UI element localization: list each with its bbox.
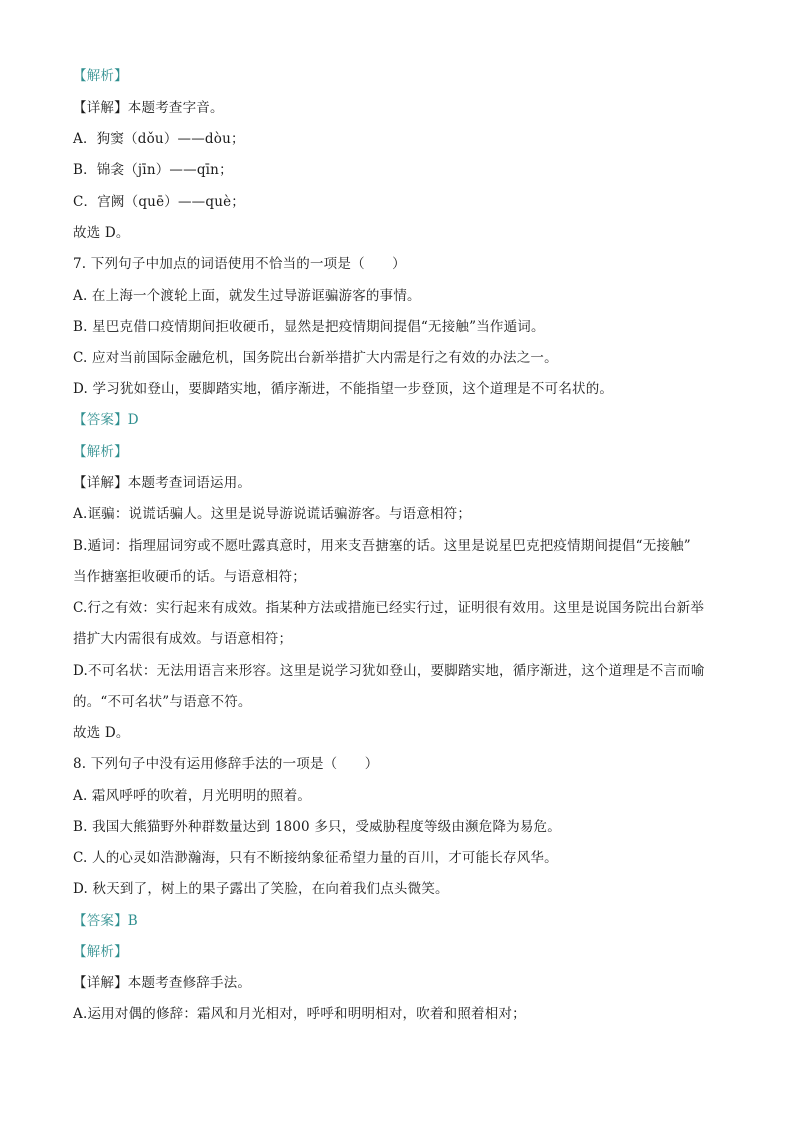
q7-option-d: D. 学习犹如登山，要脚踏实地，循序渐进，不能指望一步登顶，这个道理是不可名状的。 [73,381,614,397]
option-b: B．锦衾（jīn）——qīn； [73,162,233,178]
question-7: 7. 下列句子中加点的词语使用不恰当的一项是（ ） [73,256,406,272]
explanation-line: B.遁词：指理屈词穷或不愿吐露真意时，用来支吾搪塞的话。这里是说星巴克把疫情期间提倡“无接触” [73,538,691,554]
detail-line: 【详解】本题考查修辞手法。 [73,975,252,991]
q8-option-b: B. 我国大熊猫野外种群数量达到 1800 多只，受威胁程度等级由濒危降为易危。 [73,819,561,835]
answer-heading: 【答案】B [73,913,138,929]
q7-option-b: B. 星巴克借口疫情期间拒收硬币，显然是把疫情期间提倡“无接触”当作遁词。 [73,319,545,335]
answer-heading: 【答案】D [73,412,139,428]
detail-line: 【详解】本题考查词语运用。 [73,475,252,491]
explanation-line: D.不可名状：无法用语言来形容。这里是说学习犹如登山，要脚踏实地，循序渐进，这个道理是不言而喻 [73,663,705,679]
q8-option-d: D. 秋天到了，树上的果子露出了笑脸，在向着我们点头微笑。 [73,881,449,897]
analysis-heading: 【解析】 [73,68,128,84]
explanation-line: 的。“不可名状”与语意不符。 [73,694,252,710]
analysis-heading: 【解析】 [73,944,128,960]
explanation-line: 当作搪塞拒收硬币的话。与语意相符； [73,569,306,585]
detail-line: 【详解】本题考查字音。 [73,100,224,116]
explanation-line: 措扩大内需很有成效。与语意相符； [73,631,293,647]
q8-option-c: C. 人的心灵如浩渺瀚海，只有不断接纳象征希望力量的百川，才可能长存风华。 [73,850,558,866]
explanation-line: A.运用对偶的修辞：霜风和月光相对，呼呼和明明相对，吹着和照着相对； [73,1006,526,1022]
conclusion: 故选 D。 [73,225,130,241]
option-a: A．狗窦（dǒu）——dòu； [73,131,245,147]
question-8: 8. 下列句子中没有运用修辞手法的一项是（ ） [73,756,379,772]
q7-option-c: C. 应对当前国际金融危机，国务院出台新举措扩大内需是行之有效的办法之一。 [73,350,558,366]
conclusion: 故选 D。 [73,725,130,741]
q7-option-a: A. 在上海一个渡轮上面，就发生过导游诓骗游客的事情。 [73,288,421,304]
option-c: C．宫阙（quē）——què； [73,194,245,210]
explanation-line: A.诓骗：说谎话骗人。这里是说导游说谎话骗游客。与语意相符； [73,506,472,522]
explanation-line: C.行之有效：实行起来有成效。指某种方法或措施已经实行过，证明很有效用。这里是说国务院出台新举 [73,600,705,616]
analysis-heading: 【解析】 [73,444,128,460]
q8-option-a: A. 霜风呼呼的吹着，月光明明的照着。 [73,788,312,804]
